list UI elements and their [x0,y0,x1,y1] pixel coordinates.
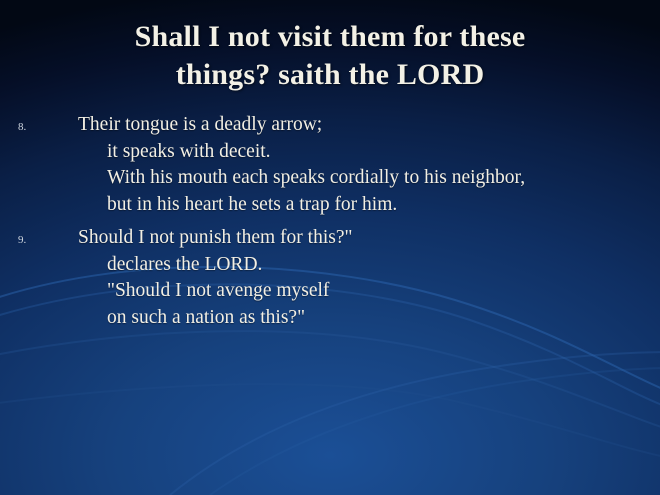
slide-body [0,112,660,338]
verse-line: declares the LORD. [107,253,263,275]
slide-title-line-2: things? saith the LORD [175,58,485,92]
verse-line: but in his heart he sets a trap for him. [107,194,398,216]
verse-item [0,225,660,332]
slide-title [40,18,620,95]
verse-line: "Should I not avenge myself [107,280,330,302]
verse-number: 9. [18,233,27,246]
verse-line: Their tongue is a deadly arrow; [78,114,323,135]
verse-line: With his mouth each speaks cordially to his neighbor, [107,167,526,189]
verse-item [0,112,660,219]
verse-number: 8. [18,121,27,133]
verse-line: it speaks with deceit. [107,140,271,162]
verse-line: on such a nation as this?" [107,306,306,328]
slide-title-line-1: Shall I not visit them for these [134,20,526,53]
verse-line: Should I not punish them for this?" [78,226,353,248]
